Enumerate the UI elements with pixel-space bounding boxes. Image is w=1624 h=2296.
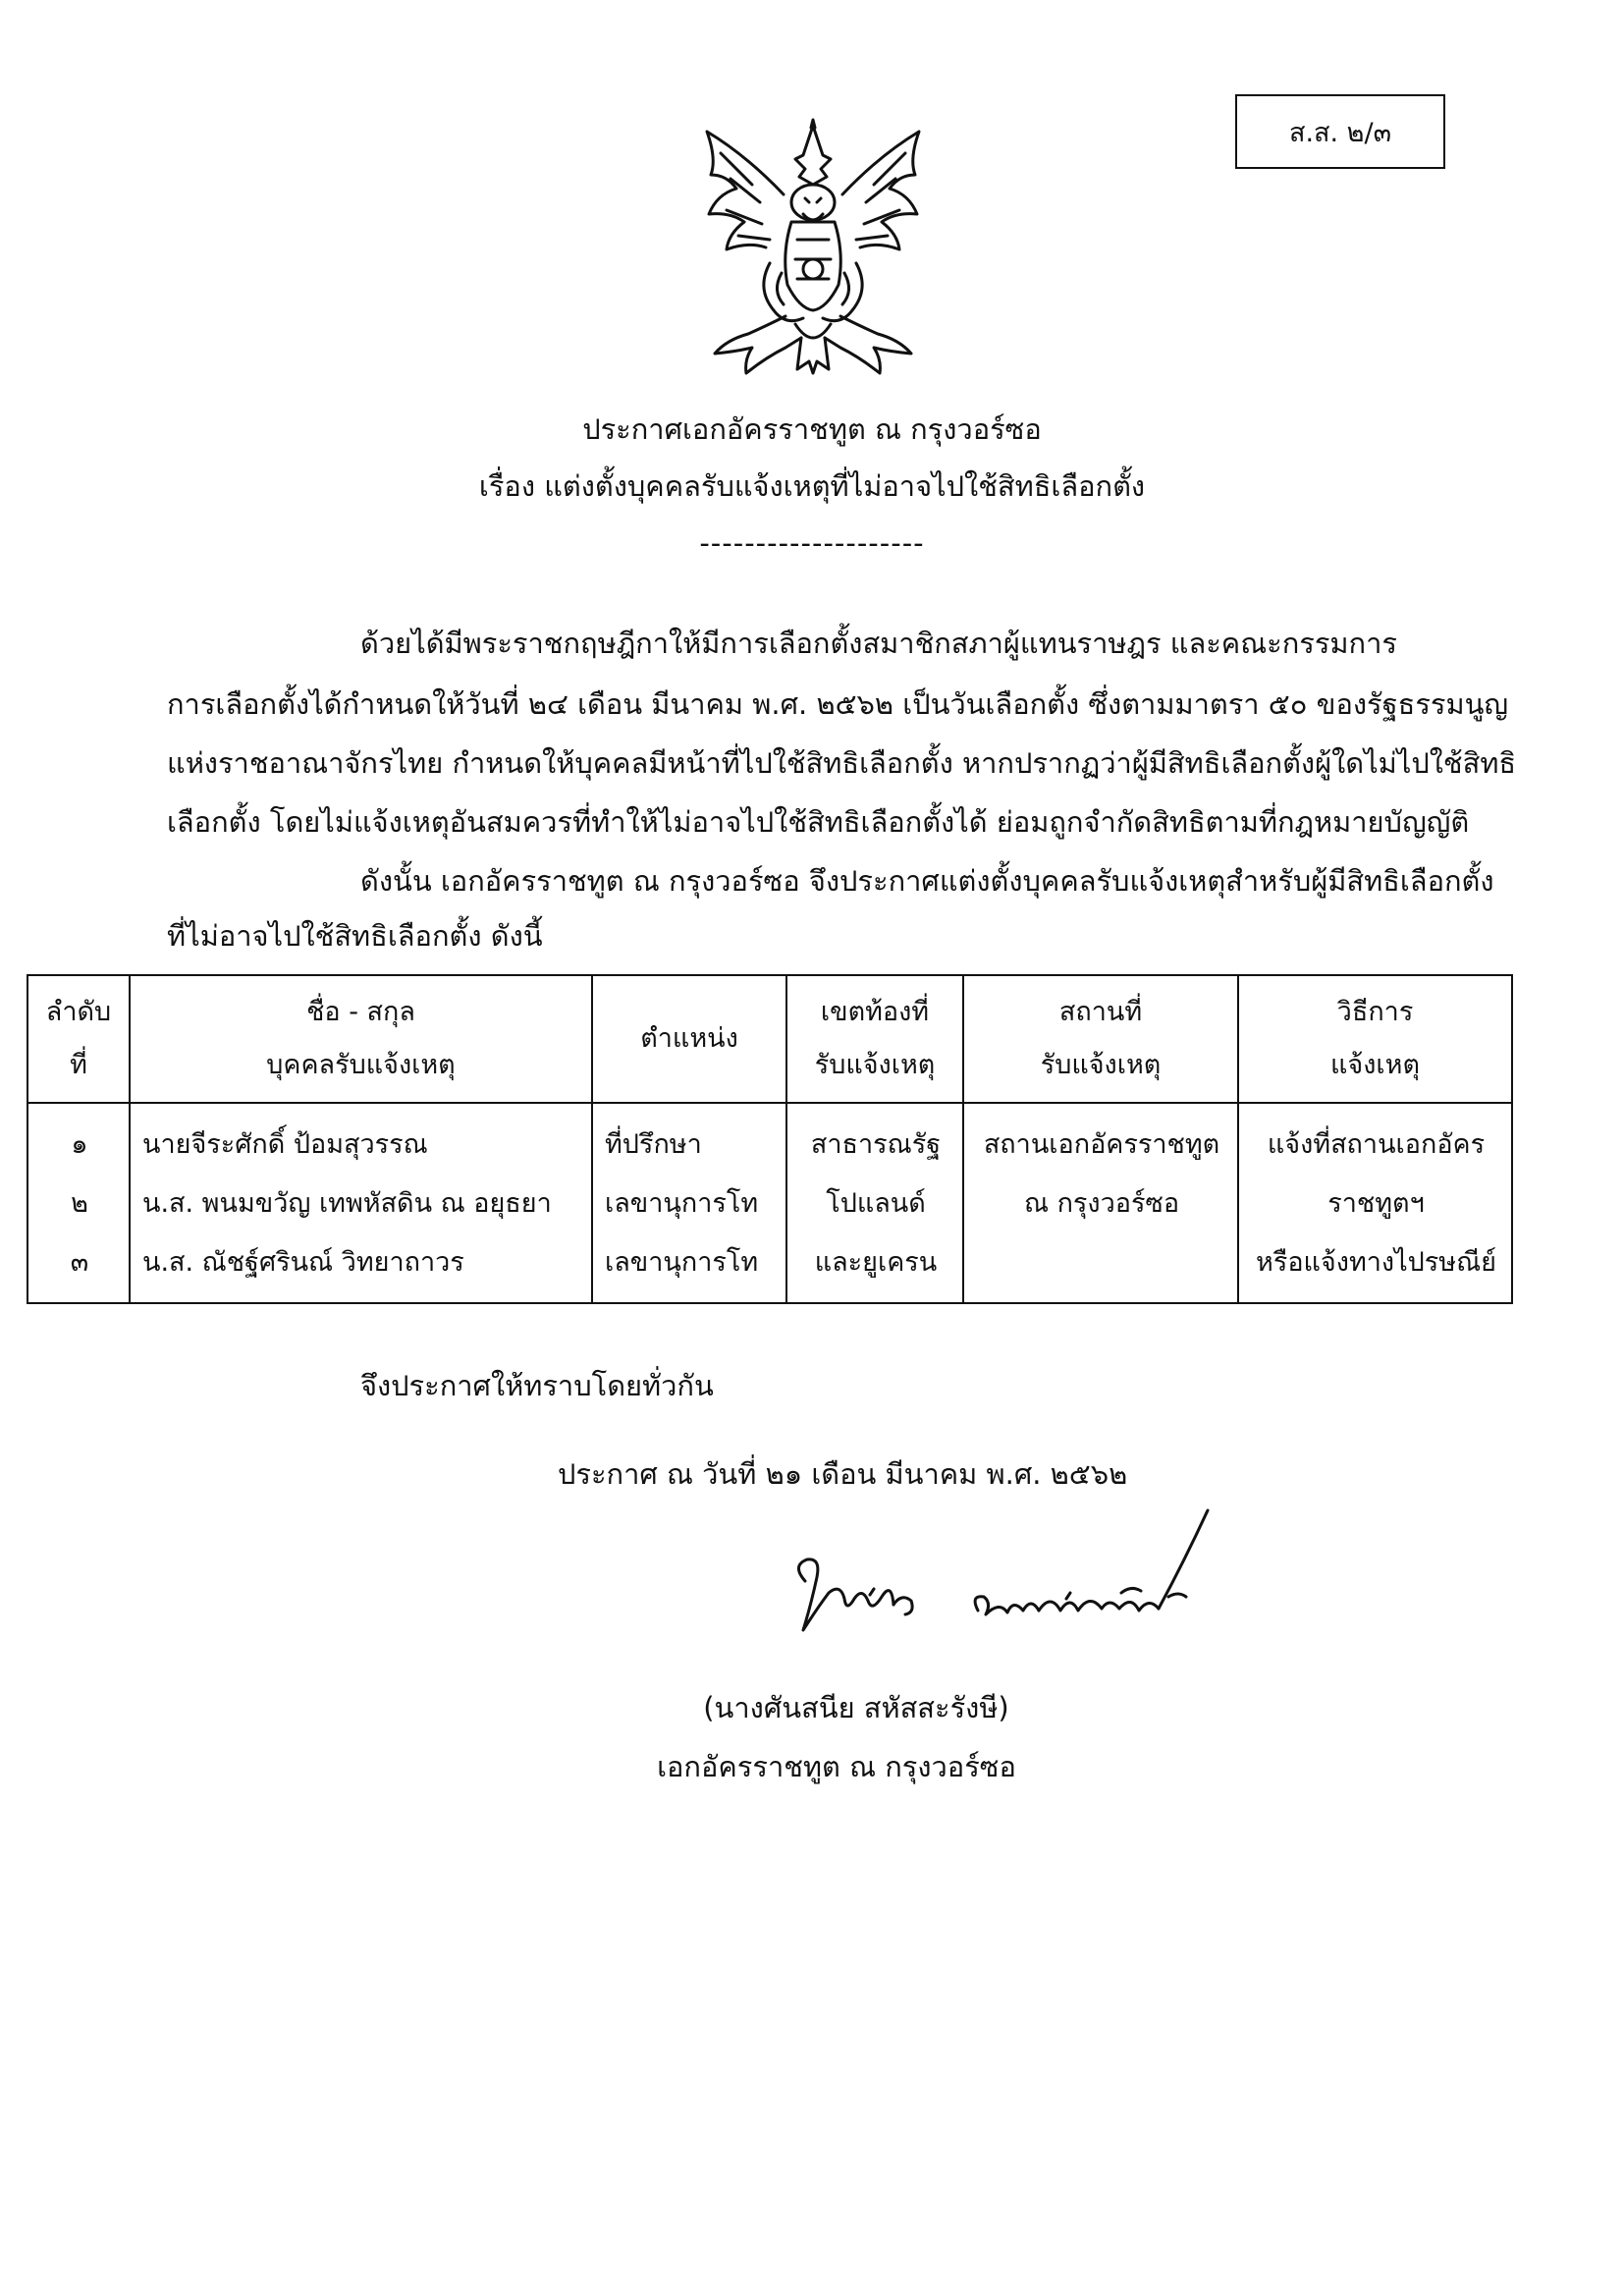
form-code: ส.ส. ๒/๓ <box>1288 117 1392 148</box>
separator-line: -------------------- <box>699 526 925 560</box>
officer-position: ที่ปรึกษา <box>605 1129 702 1160</box>
officer-name: น.ส. พนมขวัญ เทพหัสดิน ณ อยุธยา <box>142 1188 552 1219</box>
table-row <box>27 1103 1512 1303</box>
header-place: สถานที่ รับแจ้งเหตุ <box>963 975 1238 1103</box>
signer-name: (นางศันสนีย สหัสสะรังษี) <box>703 1691 1009 1724</box>
officer-position: เลขานุการโท <box>605 1247 759 1278</box>
header-method: วิธีการ แจ้งเหตุ <box>1238 975 1512 1103</box>
header-area: เขตท้องที่ รับแจ้งเหตุ <box>786 975 963 1103</box>
announcement-date: ประกาศ ณ วันที่ ๒๑ เดือน มีนาคม พ.ศ. ๒๕๖๒ <box>558 1457 1128 1491</box>
cell-numbers: ๑ ๒ ๓ <box>27 1103 130 1303</box>
cell-names <box>130 1103 592 1303</box>
body-paragraph-1-line-3: แห่งราชอาณาจักรไทย กำหนดให้บุคคลมีหน้าที่ไปใช้สิทธิเลือกตั้ง หากปรากฏว่าผู้มีสิทธิเลือกตั้งผู้ใดไม่ไปใช้สิทธิ <box>167 746 1517 780</box>
officer-name: นายจีระศักดิ์ ป้อมสุวรรณ <box>142 1129 428 1160</box>
announcement-title: ประกาศเอกอัครราชทูต ณ กรุงวอร์ซอ <box>582 412 1042 446</box>
closing-announce: จึงประกาศให้ทราบโดยทั่วกัน <box>360 1369 714 1402</box>
body-paragraph-2-line-1: ดังนั้น เอกอัครราชทูต ณ กรุงวอร์ซอ จึงประกาศแต่งตั้งบุคคลรับแจ้งเหตุสำหรับผู้มีสิทธิเลือกตั้ง <box>360 864 1494 898</box>
body-paragraph-2-line-2: ที่ไม่อาจไปใช้สิทธิเลือกตั้ง ดังนี้ <box>167 919 543 953</box>
body-paragraph-1-line-4: เลือกตั้ง โดยไม่แจ้งเหตุอันสมควรที่ทำให้ไม่อาจไปใช้สิทธิเลือกตั้งได้ ย่อมถูกจำกัดสิทธิตามที่กฎหมายบัญญัติ <box>167 805 1470 839</box>
notification-officers-table <box>27 974 1513 1304</box>
header-position: ตำแหน่ง <box>592 975 786 1103</box>
header-no: ลำดับ ที่ <box>27 975 130 1103</box>
signer-title: เอกอัครราชทูต ณ กรุงวอร์ซอ <box>657 1750 1016 1783</box>
cell-place: สถานเอกอัครราชทูต ณ กรุงวอร์ซอ <box>963 1103 1238 1303</box>
table-header-row <box>27 975 1512 1103</box>
cell-method: แจ้งที่สถานเอกอัครราชทูตฯ หรือแจ้งทางไปรษณีย์ <box>1238 1103 1512 1303</box>
garuda-emblem-icon <box>687 116 939 379</box>
header-name: ชื่อ - สกุล บุคคลรับแจ้งเหตุ <box>130 975 592 1103</box>
officer-name: น.ส. ณัชฐ์ศรินณ์ วิทยาถาวร <box>142 1247 464 1278</box>
form-code-box <box>1235 94 1445 169</box>
officer-position: เลขานุการโท <box>605 1188 759 1219</box>
announcement-subject: เรื่อง แต่งตั้งบุคคลรับแจ้งเหตุที่ไม่อาจไปใช้สิทธิเลือกตั้ง <box>478 469 1146 503</box>
cell-positions <box>592 1103 786 1303</box>
body-paragraph-1-line-1: ด้วยได้มีพระราชกฤษฎีกาให้มีการเลือกตั้งสมาชิกสภาผู้แทนราษฎร และคณะกรรมการ <box>360 627 1397 660</box>
handwritten-signature <box>746 1503 1257 1650</box>
body-paragraph-1-line-2: การเลือกตั้งได้กำหนดให้วันที่ ๒๔ เดือน มีนาคม พ.ศ. ๒๕๖๒ เป็นวันเลือกตั้ง ซึ่งตามมาตรา ๕๐ ของรัฐธรรมนูญ <box>167 687 1509 721</box>
cell-area: สาธารณรัฐ โปแลนด์ และยูเครน <box>786 1103 963 1303</box>
